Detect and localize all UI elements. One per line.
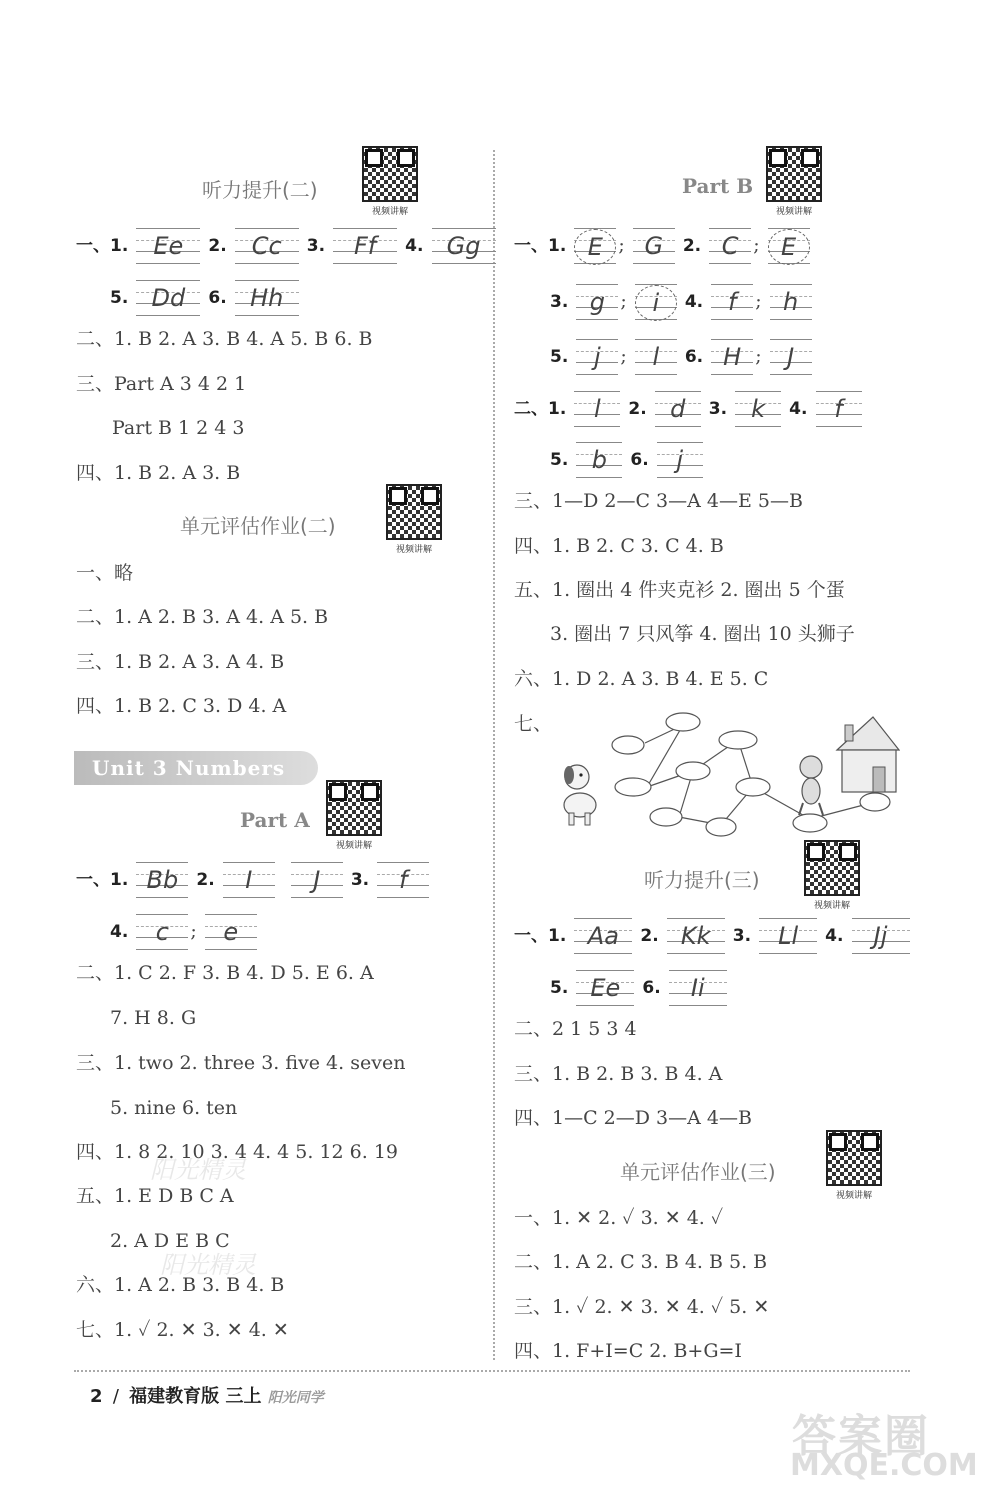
handwriting-box: Kk [667, 918, 725, 954]
handwriting-box: f [816, 391, 862, 427]
answer-line [110, 280, 301, 316]
answer-line: 5. nine 6. ten [110, 1097, 238, 1119]
section-title-unit-assessment-2: 单元评估作业(二) [180, 514, 336, 538]
answer-line: 四、1. B 2. A 3. B [76, 462, 241, 484]
answer-line: 三、1—D 2—C 3—A 4—E 5—B [514, 490, 803, 512]
section-title-listening-3: 听力提升(三) [644, 868, 760, 892]
question-number: 4. [825, 926, 844, 946]
handwriting-box: f [377, 862, 429, 898]
monkey-illustration [799, 756, 823, 815]
question-number: 2. [682, 236, 702, 256]
answer-line: 六、1. D 2. A 3. B 4. E 5. C [514, 668, 769, 690]
question-number: 4. [684, 292, 704, 312]
answer-line: 2. A D E B C [110, 1230, 230, 1252]
handwriting-box: Gg [432, 228, 496, 264]
question-number: 6. [684, 347, 704, 367]
answer-line: 五、1. 圈出 4 件夹克衫 2. 圈出 5 个蛋 [514, 579, 845, 601]
qr-code-video[interactable] [826, 1130, 886, 1201]
question-number: 3. [708, 399, 728, 419]
handwriting-box: Aa [574, 918, 632, 954]
handwriting-box: Cc [235, 228, 299, 264]
answer-line [550, 970, 729, 1006]
question-number: 6. [642, 978, 661, 998]
answer-line: 一、1. E ; G 2. C ; E [514, 228, 812, 264]
answer-line: 三、1. two 2. three 3. five 4. seven [76, 1052, 406, 1074]
question-number: 2. [196, 870, 215, 890]
answer-line [550, 442, 705, 478]
answer-line: 三、1. B 2. B 3. B 4. A [514, 1063, 723, 1085]
qr-code-icon [826, 1130, 882, 1186]
handwriting-box: j [657, 442, 703, 478]
question-number: 5. [550, 450, 569, 470]
handwriting-box: d [655, 391, 701, 427]
answer-line: 四、1—C 2—D 3—A 4—B [514, 1107, 752, 1129]
section-title-part-b: Part B [682, 174, 754, 198]
question-number: 4. [405, 236, 424, 256]
answer-line: 二、1. C 2. F 3. B 4. D 5. E 6. A [76, 962, 374, 984]
handwriting-box: i [635, 284, 677, 320]
handwriting-box: h [770, 284, 812, 320]
question-number: 3. [306, 236, 326, 256]
handwriting-box: I [223, 862, 275, 898]
handwriting-box: Bb [136, 862, 188, 898]
answer-line [76, 228, 498, 264]
section-title-part-a: Part A [240, 808, 310, 832]
answer-line: 五、1. E D B C A [76, 1185, 234, 1207]
handwriting-box: Ll [759, 918, 817, 954]
question-number: 6. [208, 288, 227, 308]
answer-line: 3. 圈出 7 只风筝 4. 圈出 10 头狮子 [550, 623, 855, 645]
handwriting-box: J [770, 339, 812, 375]
house-illustration [837, 717, 899, 792]
question-number: 3. [350, 870, 370, 890]
question-number: 2. [628, 399, 647, 419]
question-number: 4. [789, 399, 808, 419]
question-number: 2. [640, 926, 659, 946]
answer-line: 7. H 8. G [110, 1007, 197, 1029]
answer-line: 四、1. 8 2. 10 3. 4 4. 4 5. 12 6. 19 [76, 1141, 398, 1163]
section-title-listening-2: 听力提升(二) [202, 178, 318, 202]
question-number: 5. [550, 347, 569, 367]
handwriting-box: Ee [136, 228, 200, 264]
qr-code-icon [362, 146, 418, 202]
qr-caption: 视频讲解 [335, 841, 372, 851]
answer-line: 3. g ; i 4. f ; h [550, 284, 814, 320]
stamp-watermark: 阳光精灵 [150, 1156, 246, 1184]
handwriting-box: g [576, 284, 618, 320]
stamp-watermark: 阳光精灵 [160, 1251, 256, 1279]
handwriting-box: Ff [333, 228, 397, 264]
handwriting-box: b [576, 442, 622, 478]
qr-caption: 视频讲解 [775, 207, 812, 217]
handwriting-box: Ii [669, 970, 727, 1006]
watermark-url: MXQE.COM [790, 1448, 978, 1483]
handwriting-box: l [635, 339, 677, 375]
qr-caption: 视频讲解 [813, 901, 850, 911]
qr-code-video[interactable] [766, 146, 826, 217]
answer-line: 5. j ; l 6. H ; J [550, 339, 814, 375]
handwriting-box: C [709, 228, 751, 264]
question-number: 2. [208, 236, 227, 256]
handwriting-box: f [711, 284, 753, 320]
qr-code-video[interactable] [386, 484, 446, 555]
unit-banner [74, 751, 318, 785]
handwriting-box: Ee [576, 970, 634, 1006]
answer-line: 四、1. B 2. C 3. C 4. B [514, 535, 724, 557]
handwriting-box: E [768, 228, 810, 264]
qr-code-video[interactable] [326, 780, 386, 851]
number-path-illustration [555, 705, 900, 840]
brand-logo: 阳光同学 [267, 1390, 324, 1406]
qr-code-icon [766, 146, 822, 202]
question-number: 3. [550, 292, 569, 312]
question-number: 5. [550, 978, 569, 998]
answer-line: 七、 [514, 713, 553, 735]
footer-separator: / [112, 1386, 119, 1407]
answer-line: 一、1. ✕ 2. ✓ 3. ✕ 4. ✓ [514, 1207, 724, 1229]
answer-line: 三、1. B 2. A 3. A 4. B [76, 651, 285, 673]
page-number: 2 [90, 1386, 103, 1407]
footer-divider [74, 1370, 910, 1372]
answer-line: 六、1. A 2. B 3. B 4. B [76, 1274, 285, 1296]
question-number: 5. [110, 288, 129, 308]
handwriting-box: j [576, 339, 618, 375]
answer-line: 二、1. A 2. C 3. B 4. B 5. B [514, 1251, 768, 1273]
answer-line: 二、1. B 2. A 3. B 4. A 5. B 6. B [76, 328, 373, 350]
qr-caption: 视频讲解 [395, 545, 432, 555]
answer-line: Part B 1 2 4 3 [112, 417, 245, 439]
qr-code-icon [804, 840, 860, 896]
question-number: 4. [110, 922, 129, 942]
qr-code-video[interactable] [362, 146, 422, 217]
answer-line: 四、1. B 2. C 3. D 4. A [76, 695, 287, 717]
answer-line [514, 391, 864, 427]
answer-line: 二、1. A 2. B 3. A 4. A 5. B [76, 606, 329, 628]
handwriting-box: G [633, 228, 675, 264]
handwriting-box: E [574, 228, 616, 264]
handwriting-box: J [291, 862, 343, 898]
question-number: 一、1. [514, 236, 567, 256]
answer-line: 三、Part A 3 4 2 1 [76, 373, 247, 395]
footer [90, 1382, 324, 1408]
question-number: 二、1. [514, 399, 567, 419]
handwriting-box: k [735, 391, 781, 427]
qr-caption: 视频讲解 [835, 1191, 872, 1201]
qr-code-icon [386, 484, 442, 540]
answer-line [76, 862, 431, 898]
question-number: 一、1. [76, 236, 129, 256]
answer-line: 二、2 1 5 3 4 [514, 1018, 637, 1040]
answer-line: 四、1. F+I=C 2. B+G=I [514, 1340, 742, 1362]
question-number: 6. [630, 450, 649, 470]
handwriting-box: Hh [235, 280, 299, 316]
handwriting-box: e [205, 914, 257, 950]
answer-line: 七、1. ✓ 2. ✕ 3. ✕ 4. ✕ [76, 1319, 289, 1341]
qr-code-video[interactable] [804, 840, 864, 911]
handwriting-box: c [136, 914, 188, 950]
question-number: 3. [732, 926, 752, 946]
handwriting-box: Jj [852, 918, 910, 954]
section-title-unit-assessment-3: 单元评估作业(三) [620, 1160, 776, 1184]
answer-line: 一、略 [76, 562, 134, 584]
qr-caption: 视频讲解 [371, 207, 408, 217]
edition-label: 福建教育版 三上 [129, 1386, 262, 1407]
unit-title: Unit 3 Numbers [92, 756, 286, 780]
watermark-logo: 答案圈 [792, 1411, 930, 1462]
answer-line: 三、1. ✓ 2. ✕ 3. ✕ 4. ✓ 5. ✕ [514, 1296, 770, 1318]
handwriting-box: Dd [136, 280, 200, 316]
qr-code-icon [326, 780, 382, 836]
handwriting-box: H [711, 339, 753, 375]
question-number: 一、1. [514, 926, 567, 946]
question-number: 一、1. [76, 870, 129, 890]
dog-illustration [564, 765, 596, 825]
handwriting-box: l [574, 391, 620, 427]
answer-line [514, 918, 912, 954]
column-divider [493, 150, 495, 1360]
answer-line: 4. c ; e [110, 914, 259, 950]
